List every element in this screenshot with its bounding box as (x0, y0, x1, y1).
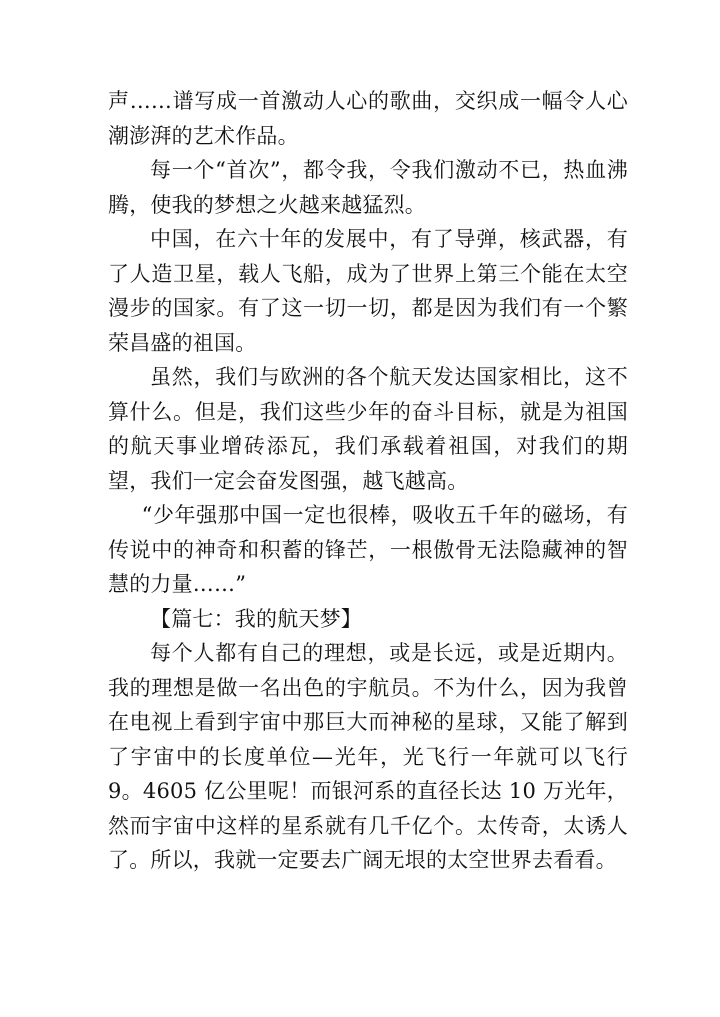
document-body (108, 84, 628, 878)
paragraph-4: 虽然，我们与欧洲的各个航天发达国家相比，这不算什么。但是，我们这些少年的奋斗目标，就是为祖国的航天事业增砖添瓦，我们承载着祖国，对我们的期望，我们一定会奋发图强，越飞越高。 (108, 365, 628, 493)
paragraph-5-quote: “少年强那中国一定也很棒，吸收五千年的磁场，有传说中的神奇和积蓄的锋芒，一根傲骨无法隐藏神的智慧的力量……” (108, 503, 628, 596)
paragraph-3: 中国，在六十年的发展中，有了导弹，核武器，有了人造卫星，载人飞船，成为了世界上第三个能在太空漫步的国家。有了这一切一切，都是因为我们有一个繁荣昌盛的祖国。 (108, 227, 628, 355)
paragraph-7: 每个人都有自己的理想，或是长远，或是近期内。我的理想是做一名出色的宇航员。不为什么，因为我曾在电视上看到宇宙中那巨大而神秘的星球，又能了解到了宇宙中的长度单位—光年，光飞行一年就可以飞行 9。4605 亿公里呢！而银河系的直径长达 10 万光年，然而宇宙中这样的星系就有几千亿个。太传奇，太诱人了。所以，我就一定要去广阔无垠的太空世界去看看。 (108, 641, 628, 872)
paragraph-2: 每一个“首次”，都令我，令我们激动不已，热血沸腾，使我的梦想之火越来越猛烈。 (108, 158, 628, 217)
paragraph-1: 声……谱写成一首激动人心的歌曲，交织成一幅令人心潮澎湃的艺术作品。 (108, 89, 628, 148)
section-heading-chapter-7: 【篇七：我的航天梦】 (150, 606, 362, 631)
